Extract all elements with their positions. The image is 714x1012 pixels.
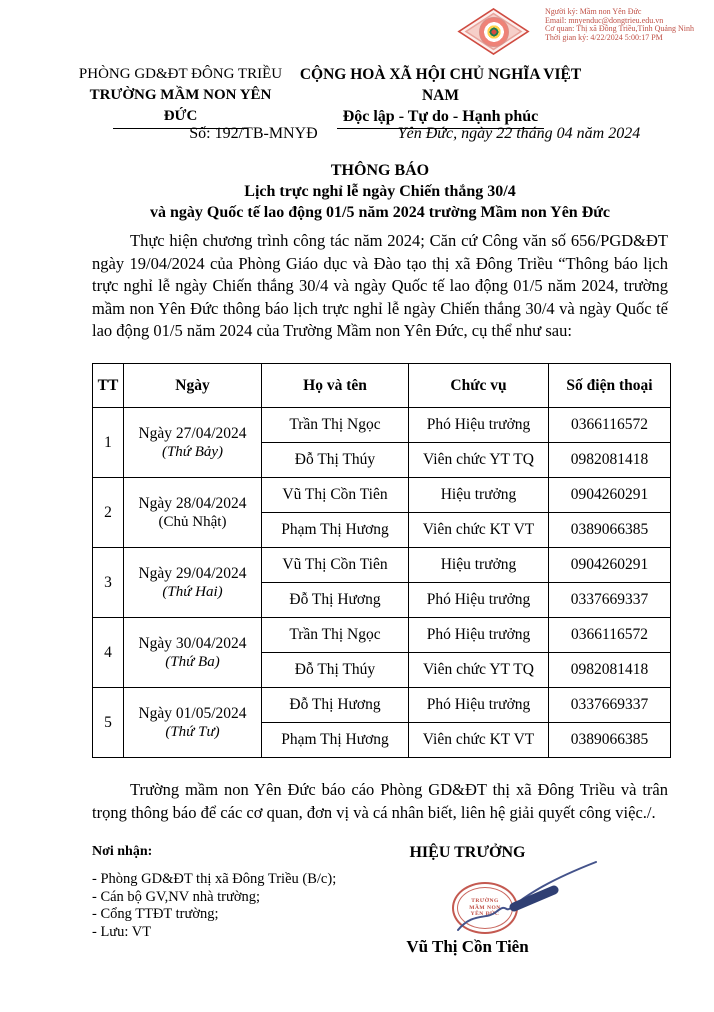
col-header-name: Họ và tên [262,364,409,408]
recipient-item: - Lưu: VT [92,923,152,940]
date-value: Ngày 01/05/2024 [138,704,247,722]
cell-person-phone: 0904260291 [549,548,671,583]
cell-date [124,688,262,758]
national-title: CỘNG HOÀ XÃ HỘI CHỦ NGHĨA VIỆT NAM [299,66,582,104]
weekday-value: (Chủ Nhật) [158,513,227,530]
place-date-line: Yên Đức, ngày 22 tháng 04 năm 2024 [397,125,641,142]
table-row [93,618,671,653]
cell-tt: 3 [93,548,124,618]
cell-person-role: Phó Hiệu trưởng [409,688,549,723]
weekday-value: (Thứ Tư) [165,723,220,740]
col-header-role: Chức vụ [409,364,549,408]
cell-person-name: Trần Thị Ngọc [262,618,409,653]
date-value: Ngày 29/04/2024 [138,564,247,582]
signer-title: HIỆU TRƯỞNG [409,844,526,861]
table-row [93,478,671,513]
signature-organization: Cơ quan: Thị xã Đông Triều,Tỉnh Quảng Ninh [545,24,694,34]
cell-date [124,618,262,688]
recipient-item: - Cổng TTĐT trường; [92,906,219,922]
cell-person-phone: 0366116572 [549,618,671,653]
signature-signer: Người ký: Mầm non Yên Đức [545,7,642,16]
table-row [93,548,671,583]
recipients-list [92,871,336,941]
cell-date [124,408,262,478]
cell-person-phone: 0389066385 [549,513,671,548]
col-header-date: Ngày [124,364,262,408]
cell-person-phone: 0982081418 [549,443,671,478]
cell-date [124,478,262,548]
cell-date [124,548,262,618]
weekday-value: (Thứ Hai) [162,583,223,600]
cell-person-phone: 0904260291 [549,478,671,513]
cell-person-name: Trần Thị Ngọc [262,408,409,443]
recipient-item: - Phòng GD&ĐT thị xã Đông Triều (B/c); [92,871,337,887]
pen-signature-stroke [438,852,613,947]
cell-tt: 5 [93,688,124,758]
weekday-value: (Thứ Bảy) [161,443,224,460]
document-number: Số: 192/TB-MNYĐ [189,125,318,142]
weekday-value: (Thứ Ba) [165,653,220,670]
header-issuing-org [78,64,283,127]
school-org-name: TRƯỜNG MẦM NON YÊN ĐỨC [78,85,283,127]
cell-person-phone: 0389066385 [549,723,671,758]
cell-person-role: Phó Hiệu trưởng [409,408,549,443]
cell-person-phone: 0337669337 [549,688,671,723]
cell-person-role: Hiệu trưởng [409,478,549,513]
recipients-label: Nơi nhận: [92,844,153,859]
cell-tt: 1 [93,408,124,478]
cell-person-name: Phạm Thị Hương [262,723,409,758]
national-motto: Độc lập - Tự do - Hạnh phúc [337,106,545,129]
table-row [93,408,671,443]
header-national-block [293,64,588,129]
cell-person-name: Phạm Thị Hương [262,513,409,548]
cell-person-role: Phó Hiệu trưởng [409,583,549,618]
recipient-item: - Cán bộ GV,NV nhà trường; [92,888,261,905]
cell-person-name: Đỗ Thị Hương [262,688,409,723]
cell-person-phone: 0337669337 [549,583,671,618]
duty-table-body [93,408,671,758]
parent-org-name: PHÒNG GD&ĐT ĐÔNG TRIỀU [78,66,283,82]
document-title [92,160,668,223]
closing-paragraph: Trường mầm non Yên Đức báo cáo Phòng GD&ĐT thị xã Đông Triều và trân trọng thông báo để các cơ quan, đơn vị và cá nhân biết, liên hệ giải quyết công việc./. [92,780,668,822]
table-header-row [93,364,671,408]
cell-person-phone: 0366116572 [549,408,671,443]
body-paragraph: Thực hiện chương trình công tác năm 2024; Căn cứ Công văn số 656/PGD&ĐT ngày 19/04/2024 của Phòng Giáo dục và Đào tạo thị xã Đông Triều “Thông báo lịch trực nghỉ lễ ngày Chiến thắng 30/4 và ngày Quốc tế lao động 01/5 năm 2024, trường mầm non Yên Đức thông báo lịch trực nghỉ lễ ngày Chiến thắng 30/4 và ngày Quốc tế lao động 01/5 năm 2024 của Trường Mầm non Yên Đức, cụ thể như sau: [92,231,668,341]
col-header-phone: Số điện thoại [549,364,671,408]
signature-time: Thời gian ký: 4/22/2024 5:00:17 PM [545,32,663,42]
stamp-line: MẦM NON [469,904,501,911]
cell-person-name: Đỗ Thị Thúy [262,443,409,478]
digital-signature-info [545,8,713,42]
cell-person-role: Phó Hiệu trưởng [409,618,549,653]
cell-person-role: Viên chức YT TQ [409,653,549,688]
title-line-2: Lịch trực nghỉ lễ ngày Chiến thắng 30/4 [244,183,516,200]
digital-seal-icon [458,8,530,55]
date-value: Ngày 28/04/2024 [138,494,247,512]
stamp-line: TRƯỜNG [471,898,499,905]
cell-person-name: Vũ Thị Cồn Tiên [262,478,409,513]
col-header-tt: TT [93,364,124,408]
stamp-line: YÊN ĐỨC [470,911,500,918]
cell-person-role: Viên chức KT VT [409,513,549,548]
cell-tt: 4 [93,618,124,688]
school-emblem-icon [479,17,509,47]
signature-email: Email: mnyenduc@dongtrieu.edu.vn [545,15,664,25]
cell-tt: 2 [93,478,124,548]
cell-person-role: Viên chức YT TQ [409,443,549,478]
signer-name: Vũ Thị Cồn Tiên [406,937,529,956]
cell-person-role: Hiệu trưởng [409,548,549,583]
date-value: Ngày 30/04/2024 [138,634,247,652]
date-value: Ngày 27/04/2024 [138,424,247,442]
title-line-1: THÔNG BÁO [330,162,430,179]
cell-person-role: Viên chức KT VT [409,723,549,758]
cell-person-name: Đỗ Thị Hương [262,583,409,618]
cell-person-name: Đỗ Thị Thúy [262,653,409,688]
duty-schedule-table [92,363,671,758]
cell-person-phone: 0982081418 [549,653,671,688]
title-line-3: và ngày Quốc tế lao động 01/5 năm 2024 trường Mầm non Yên Đức [150,204,610,221]
table-row [93,688,671,723]
cell-person-name: Vũ Thị Cồn Tiên [262,548,409,583]
